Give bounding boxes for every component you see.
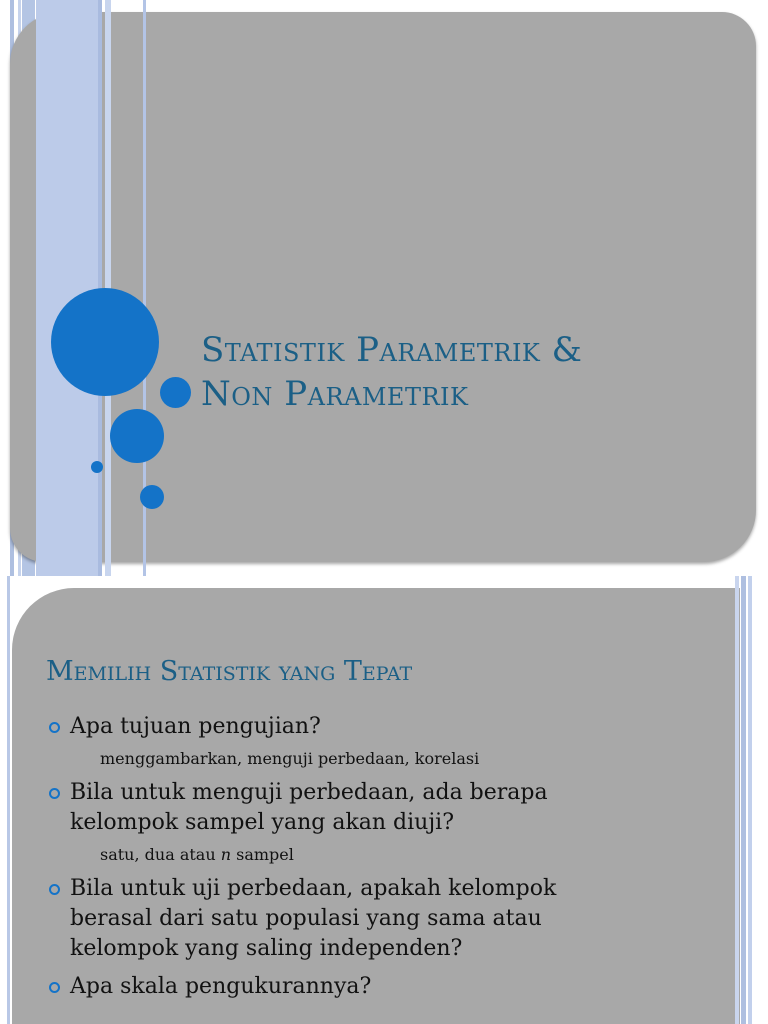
bullet-circle-icon [49, 722, 60, 733]
decor-stripe [735, 576, 739, 1024]
sub-item-text: sampel [231, 845, 294, 864]
sub-item: menggambarkan, menguji perbedaan, korelasi [100, 749, 480, 768]
title-slide-panel [10, 12, 756, 562]
decor-circle-small [160, 377, 191, 408]
list-item [46, 712, 726, 742]
decor-stripe [748, 576, 752, 1024]
bullet-text: Bila untuk uji perbedaan, apakah kelompok [70, 876, 557, 901]
bullet-text: kelompok sampel yang akan diuji? [70, 810, 455, 835]
decor-circle-large [51, 288, 159, 396]
sub-item [46, 844, 726, 866]
bullet-text: Apa tujuan pengujian? [70, 714, 321, 739]
slide-title-line: Statistik Parametrik & [201, 330, 583, 370]
sub-item-text: satu, dua atau [100, 845, 221, 864]
bullet-circle-icon [49, 982, 60, 993]
bullet-text: Bila untuk menguji perbedaan, ada berapa [70, 780, 548, 805]
bullet-text: berasal dari satu populasi yang sama atau [70, 906, 542, 931]
decor-stripe [7, 576, 10, 1024]
bullet-text: Apa skala pengukurannya? [70, 974, 372, 999]
list-item [46, 874, 726, 964]
bullet-circle-icon [49, 788, 60, 799]
bullet-list [46, 712, 726, 1002]
slide-title-line: Non Parametrik [201, 374, 469, 414]
decor-stripe [741, 576, 746, 1024]
list-item [46, 778, 726, 838]
bullet-text: kelompok yang saling independen? [70, 936, 463, 961]
slide-heading: Memilih Statistik yang Tepat [46, 656, 413, 687]
list-item [46, 972, 726, 1002]
decor-circle-tiny [91, 461, 103, 473]
bullet-circle-icon [49, 884, 60, 895]
decor-stripe [36, 0, 98, 576]
slide-title [201, 328, 741, 416]
decor-circle-small [140, 485, 164, 509]
sub-item-italic: n [220, 845, 232, 864]
decor-circle-medium [110, 409, 164, 463]
slide-2 [0, 576, 768, 1024]
